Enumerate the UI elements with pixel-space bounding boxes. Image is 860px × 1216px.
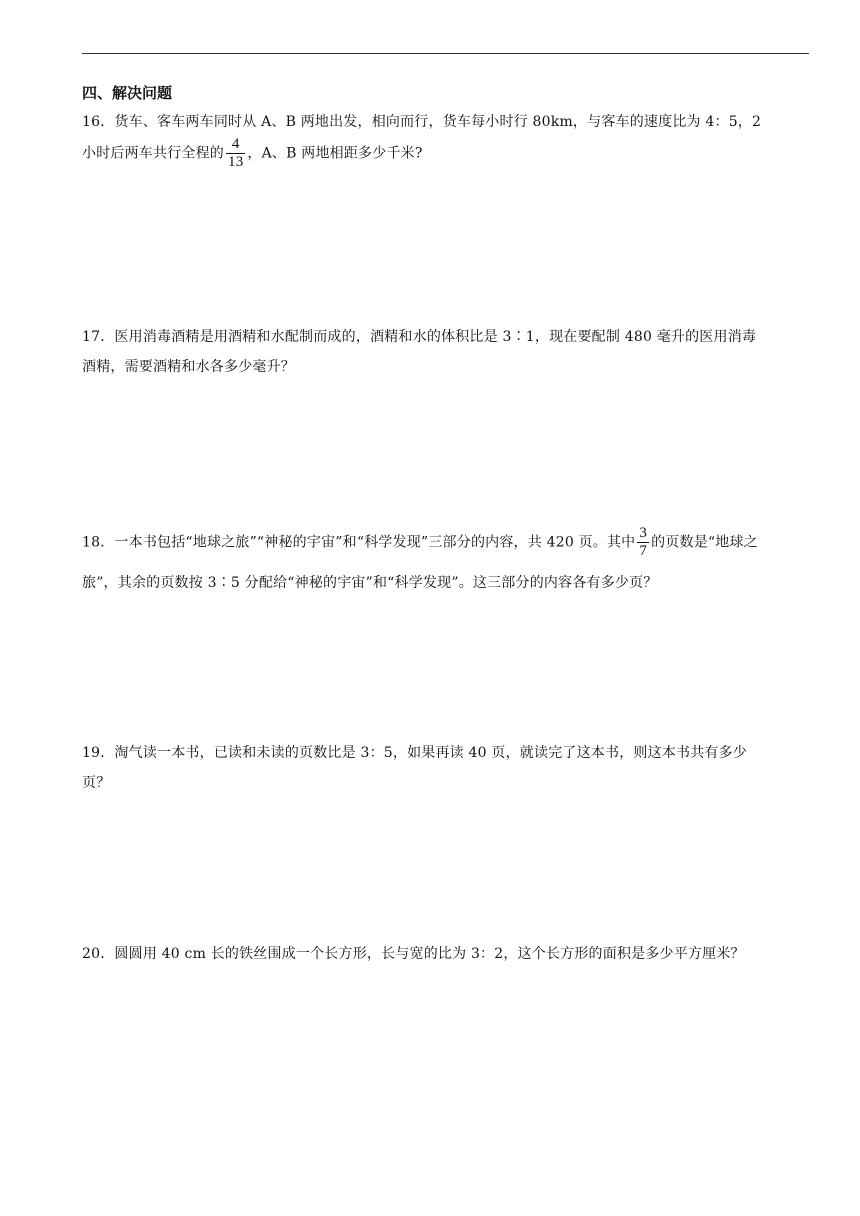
problem-17-line-2: 酒精，需要酒精和水各多少毫升？: [82, 359, 295, 375]
fraction-denominator: 13: [228, 154, 244, 170]
problem-18-line-1: [82, 525, 758, 560]
problem-16-line-2-start: 小时后两车共行全程的: [82, 145, 224, 162]
problem-19-line-1: 19．淘气读一本书，已读和未读的页数比是 3：5，如果再读 40 页，就读完了这本书，则这本书共有多少: [82, 745, 747, 761]
fraction-4-13: [226, 136, 245, 171]
problem-16-line-1: 16．货车、客车两车同时从 A、B 两地出发，相向而行，货车每小时行 80km，与客车的速度比为 4：5，2: [82, 114, 762, 130]
section-heading: 四、解决问题: [82, 84, 173, 102]
problem-18-line-1-end: 的页数是“地球之: [651, 534, 758, 551]
header-rule: [82, 53, 809, 54]
fraction-3-7: [637, 525, 649, 560]
problem-19-line-2: 页？: [82, 775, 111, 791]
problem-16-line-2: [82, 136, 423, 171]
problem-16-line-2-end: ，A、B 两地相距多少千米?: [247, 145, 423, 162]
fraction-denominator: 7: [639, 543, 648, 559]
fraction-numerator: 3: [639, 525, 648, 541]
problem-20-line-1: 20．圆圆用 40 cm 长的铁丝围成一个长方形，长与宽的比为 3：2，这个长方形的面积是多少平方厘米？: [82, 946, 745, 962]
problem-17-line-1: 17．医用消毒酒精是用酒精和水配制而成的，酒精和水的体积比是 3∶1，现在要配制 480 毫升的医用消毒: [82, 329, 757, 345]
fraction-numerator: 4: [231, 136, 240, 152]
problem-18-line-2: 旅”，其余的页数按 3∶5 分配给“神秘的宇宙”和“科学发现”。这三部分的内容各有多少页？: [82, 575, 658, 591]
problem-18-line-1-start: 18．一本书包括“地球之旅”“神秘的宇宙”和“科学发现”三部分的内容，共 420 页。其中: [82, 534, 636, 551]
